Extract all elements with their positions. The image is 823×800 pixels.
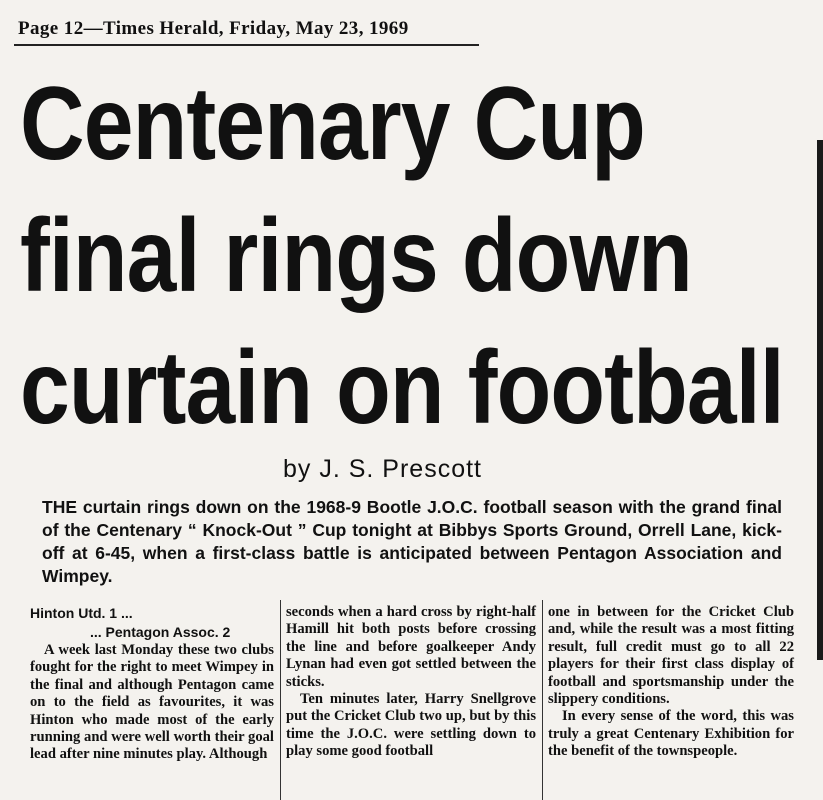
- column-2-paragraph-1: seconds when a hard cross by right-half Hamill hit both posts before crossing the line and before goalkeeper Andy Lynan had even got settled between the sticks.: [286, 604, 536, 690]
- column-2: [286, 604, 536, 761]
- column-rule-1: [280, 600, 281, 800]
- column-1-paragraph-1: A week last Monday these two clubs fought for the right to meet Wimpey in the final and although Pentagon came on to the field as favourites, it was Hinton who made most of the early running and were well worth their goal lead after nine minutes play. Although: [30, 642, 274, 763]
- dateline: Page 12—Times Herald, Friday, May 23, 1969: [18, 18, 409, 39]
- dateline-rule: [14, 44, 479, 46]
- intro-paragraph: THE curtain rings down on the 1968-9 Bootle J.O.C. football season with the grand final of the Centenary “ Knock-Out ” Cup tonight at Bibbys Sports Ground, Orrell Lane, kick-off at 6-45, when a first-class battle is anticipated between Pentagon Association and Wimpey.: [42, 497, 782, 586]
- byline: by J. S. Prescott: [283, 455, 483, 483]
- headline: [20, 58, 784, 454]
- column-rule-2: [542, 600, 543, 800]
- page-edge-shadow: [817, 140, 823, 660]
- column-2-paragraph-2: Ten minutes later, Harry Snellgrove put the Cricket Club two up, but by this time the J.O.C. were settling down to play some good football: [286, 691, 536, 760]
- headline-line-2: final rings down: [20, 198, 692, 314]
- column-3: [548, 604, 794, 761]
- match-result-line-1: Hinton Utd. 1 ...: [30, 605, 133, 621]
- column-1: [30, 604, 274, 764]
- column-3-paragraph-1: one in between for the Cricket Club and, while the result was a most fitting result, full credit must go to all 22 players for their first class display of football and sportsmanship under the slippery conditions.: [548, 604, 794, 708]
- headline-line-1: Centenary Cup: [20, 66, 645, 182]
- headline-line-3: curtain on football: [20, 330, 784, 446]
- column-3-paragraph-2: In every sense of the word, this was truly a great Centenary Exhibition for the benefit of the townspeople.: [548, 708, 794, 760]
- match-result-line-2: ... Pentagon Assoc. 2: [90, 624, 231, 640]
